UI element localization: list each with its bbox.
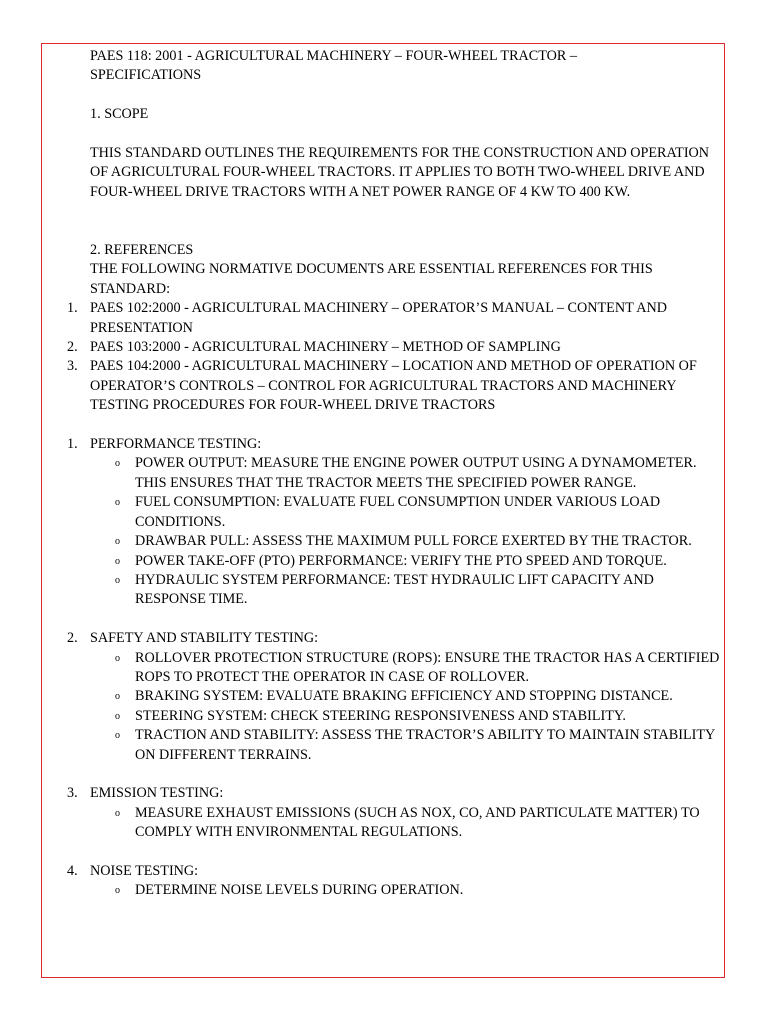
- testing-procedures-heading: TESTING PROCEDURES FOR FOUR-WHEEL DRIVE TRACTORS: [90, 397, 496, 414]
- reference-number: 1.: [67, 300, 78, 317]
- section-heading: [67, 435, 720, 454]
- list-item-text: ROLLOVER PROTECTION STRUCTURE (ROPS): ENSURE THE TRACTOR HAS A CERTIFIED ROPS TO PROTECT THE OPERATOR IN CASE OF ROLLOVER.: [135, 649, 720, 685]
- list-item: [90, 881, 720, 900]
- circle-bullet-icon: o: [115, 458, 120, 470]
- list-item-text: FUEL CONSUMPTION: EVALUATE FUEL CONSUMPTION UNDER VARIOUS LOAD CONDITIONS.: [135, 494, 661, 530]
- reference-item: [67, 338, 720, 357]
- section-title: NOISE TESTING:: [90, 862, 199, 879]
- list-item-text: TRACTION AND STABILITY: ASSESS THE TRACTOR’S ABILITY TO MAINTAIN STABILITY ON DIFFERENT TERRAINS.: [135, 727, 715, 763]
- reference-number: 2.: [67, 339, 78, 356]
- list-item: [90, 726, 720, 765]
- reference-text: PAES 102:2000 - AGRICULTURAL MACHINERY – OPERATOR’S MANUAL – CONTENT AND PRESENTATION: [90, 300, 668, 336]
- list-item-text: DETERMINE NOISE LEVELS DURING OPERATION.: [135, 882, 464, 899]
- section-heading: [67, 784, 720, 803]
- list-item: [90, 571, 720, 610]
- scope-heading: 1. SCOPE: [90, 106, 149, 123]
- list-item: [90, 707, 720, 726]
- document-title-line-2: SPECIFICATIONS: [90, 67, 202, 84]
- section-number: 3.: [67, 785, 78, 802]
- section-number: 2.: [67, 630, 78, 647]
- circle-bullet-icon: o: [115, 730, 120, 742]
- reference-text: PAES 103:2000 - AGRICULTURAL MACHINERY – METHOD OF SAMPLING: [90, 339, 561, 356]
- reference-item: [67, 299, 720, 338]
- circle-bullet-icon: o: [115, 536, 120, 548]
- circle-bullet-icon: o: [115, 555, 120, 567]
- list-item: [90, 552, 720, 571]
- circle-bullet-icon: o: [115, 885, 120, 897]
- list-item: [90, 454, 720, 493]
- list-item-text: MEASURE EXHAUST EMISSIONS (SUCH AS NOX, CO, AND PARTICULATE MATTER) TO COMPLY WITH ENVIRONMENTAL REGULATIONS.: [135, 804, 700, 841]
- reference-text: PAES 104:2000 - AGRICULTURAL MACHINERY – LOCATION AND METHOD OF OPERATION OF OPERATOR’S CONTROLS – CONTROL FOR AGRICULTURAL TRACTORS AND MACHINERY: [90, 358, 697, 394]
- section-title: SAFETY AND STABILITY TESTING:: [90, 630, 319, 647]
- list-item-text: POWER OUTPUT: MEASURE THE ENGINE POWER OUTPUT USING A DYNAMOMETER. THIS ENSURES THAT THE TRACTOR MEETS THE SPECIFIED POWER RANGE.: [135, 455, 697, 491]
- list-item: [90, 532, 720, 551]
- list-item: [90, 804, 720, 843]
- circle-bullet-icon: o: [115, 691, 120, 703]
- list-item-text: DRAWBAR PULL: ASSESS THE MAXIMUM PULL FORCE EXERTED BY THE TRACTOR.: [135, 533, 692, 550]
- list-item: [90, 649, 720, 688]
- section-heading: [67, 862, 720, 881]
- document-title-line-1: PAES 118: 2001 - AGRICULTURAL MACHINERY – FOUR-WHEEL TRACTOR –: [90, 48, 578, 64]
- list-item-text: POWER TAKE-OFF (PTO) PERFORMANCE: VERIFY THE PTO SPEED AND TORQUE.: [135, 552, 667, 569]
- section-title: PERFORMANCE TESTING:: [90, 436, 262, 453]
- reference-number: 3.: [67, 358, 78, 375]
- circle-bullet-icon: o: [115, 497, 120, 509]
- section-heading: [67, 629, 720, 648]
- references-intro: THE FOLLOWING NORMATIVE DOCUMENTS ARE ESSENTIAL REFERENCES FOR THIS STANDARD:: [90, 261, 653, 297]
- list-item-text: BRAKING SYSTEM: EVALUATE BRAKING EFFICIENCY AND STOPPING DISTANCE.: [135, 688, 673, 705]
- scope-paragraph: THIS STANDARD OUTLINES THE REQUIREMENTS FOR THE CONSTRUCTION AND OPERATION OF AGRICULTURAL FOUR-WHEEL TRACTORS. IT APPLIES TO BOTH TWO-WHEEL DRIVE AND FOUR-WHEEL DRIVE TRACTORS WITH A NET POWER RANGE OF 4 KW TO 400 KW.: [90, 145, 710, 200]
- circle-bullet-icon: o: [115, 652, 120, 664]
- references-heading: 2. REFERENCES: [90, 242, 194, 259]
- section-title: EMISSION TESTING:: [90, 785, 224, 802]
- document-content: [67, 47, 720, 901]
- list-item: [90, 493, 720, 532]
- circle-bullet-icon: o: [115, 710, 120, 722]
- circle-bullet-icon: o: [115, 574, 120, 586]
- section-number: 4.: [67, 862, 78, 879]
- reference-item: [67, 357, 720, 396]
- list-item-text: HYDRAULIC SYSTEM PERFORMANCE: TEST HYDRAULIC LIFT CAPACITY AND RESPONSE TIME.: [135, 571, 654, 608]
- list-item: [90, 687, 720, 706]
- circle-bullet-icon: o: [115, 807, 120, 819]
- section-number: 1.: [67, 436, 78, 453]
- list-item-text: STEERING SYSTEM: CHECK STEERING RESPONSIVENESS AND STABILITY.: [135, 707, 626, 724]
